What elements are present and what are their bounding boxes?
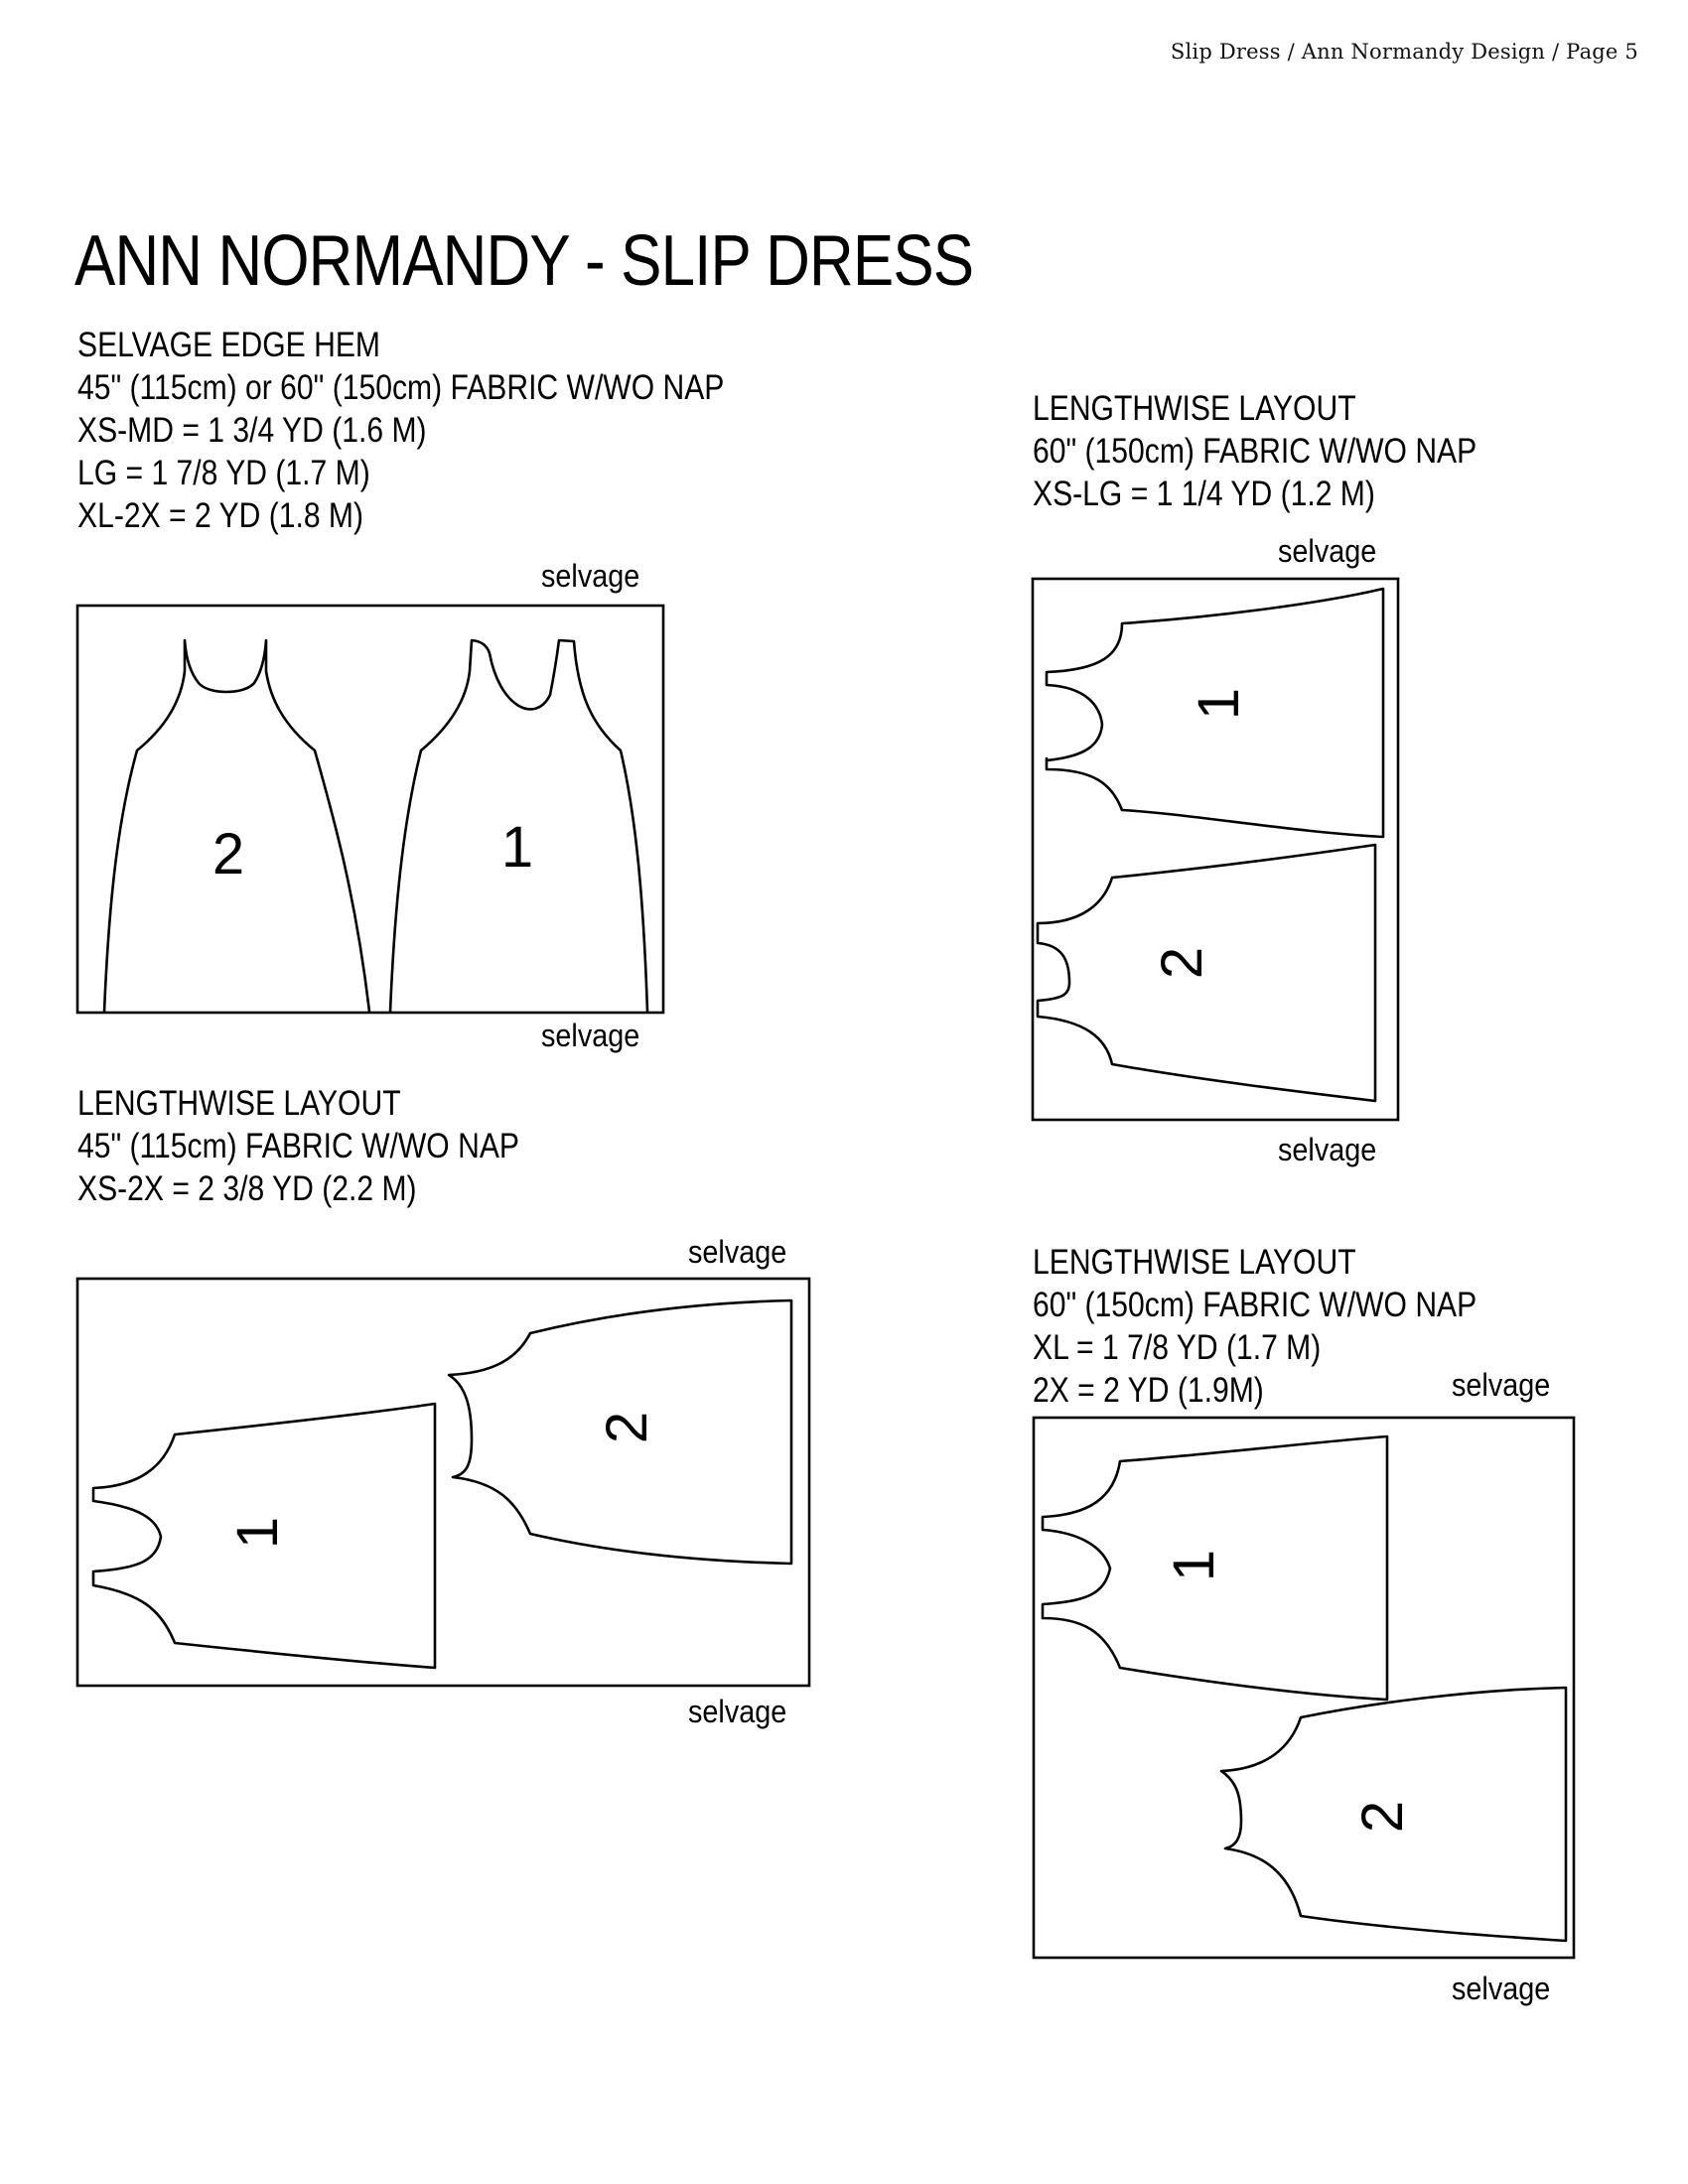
layout-2-fabric: 60" (150cm) FABRIC W/WO NAP bbox=[1033, 432, 1477, 471]
layout-4-piece-label-1: 1 bbox=[1162, 1549, 1226, 1582]
layout-1-selvage-top: selvage bbox=[541, 558, 640, 594]
page-header: Slip Dress / Ann Normandy Design / Page 5 bbox=[1170, 40, 1638, 64]
layout-2-yardage: XS-LG = 1 1/4 YD (1.2 M) bbox=[1033, 475, 1375, 513]
layout-4-fabric-frame bbox=[1034, 1418, 1574, 1958]
layout-1-yardage-xs-md: XS-MD = 1 3/4 YD (1.6 M) bbox=[77, 411, 427, 450]
layout-1-fabric-frame bbox=[77, 606, 663, 1013]
layout-2-heading: LENGTHWISE LAYOUT bbox=[1033, 389, 1356, 428]
layout-4-diagram bbox=[1034, 1418, 1574, 1958]
layout-4-yardage-xl: XL = 1 7/8 YD (1.7 M) bbox=[1033, 1328, 1322, 1367]
layout-3-heading: LENGTHWISE LAYOUT bbox=[77, 1084, 401, 1123]
layout-4-heading: LENGTHWISE LAYOUT bbox=[1033, 1243, 1356, 1282]
layout-1-fabric: 45" (115cm) or 60" (150cm) FABRIC W/WO NAP bbox=[77, 368, 725, 407]
layout-1-yardage-xl-2x: XL-2X = 2 YD (1.8 M) bbox=[77, 496, 364, 535]
layout-4-piece-label-2: 2 bbox=[1350, 1800, 1415, 1834]
layout-3-selvage-top: selvage bbox=[688, 1234, 787, 1270]
layout-2-diagram bbox=[1033, 579, 1398, 1120]
layout-4-selvage-top: selvage bbox=[1452, 1367, 1551, 1403]
layout-2-selvage-bottom: selvage bbox=[1278, 1132, 1377, 1167]
layout-4-selvage-bottom: selvage bbox=[1452, 1971, 1551, 2006]
layout-3-diagram bbox=[77, 1279, 809, 1686]
layout-3-piece-label-1: 1 bbox=[225, 1516, 290, 1550]
layout-1-selvage-bottom: selvage bbox=[541, 1018, 640, 1053]
layout-3-fabric: 45" (115cm) FABRIC W/WO NAP bbox=[77, 1127, 519, 1165]
layout-1-heading: SELVAGE EDGE HEM bbox=[77, 326, 380, 364]
layout-2-selvage-top: selvage bbox=[1278, 533, 1377, 569]
layout-4-fabric: 60" (150cm) FABRIC W/WO NAP bbox=[1033, 1286, 1477, 1324]
page-title: ANN NORMANDY - SLIP DRESS bbox=[74, 221, 974, 301]
layout-2-piece-label-1: 1 bbox=[1187, 687, 1251, 721]
layout-4-yardage-2x: 2X = 2 YD (1.9M) bbox=[1033, 1371, 1264, 1410]
layout-1-yardage-lg: LG = 1 7/8 YD (1.7 M) bbox=[77, 454, 370, 492]
layout-3-fabric-frame bbox=[77, 1279, 809, 1686]
layout-3-selvage-bottom: selvage bbox=[688, 1694, 787, 1729]
layout-1-piece-label-2: 2 bbox=[211, 822, 245, 887]
layout-1-piece-label-1: 1 bbox=[500, 815, 534, 880]
layout-2-piece-label-2: 2 bbox=[1150, 946, 1214, 980]
layout-3-yardage: XS-2X = 2 3/8 YD (2.2 M) bbox=[77, 1169, 417, 1208]
layout-1-diagram bbox=[77, 606, 663, 1013]
layout-3-piece-label-2: 2 bbox=[595, 1411, 659, 1444]
